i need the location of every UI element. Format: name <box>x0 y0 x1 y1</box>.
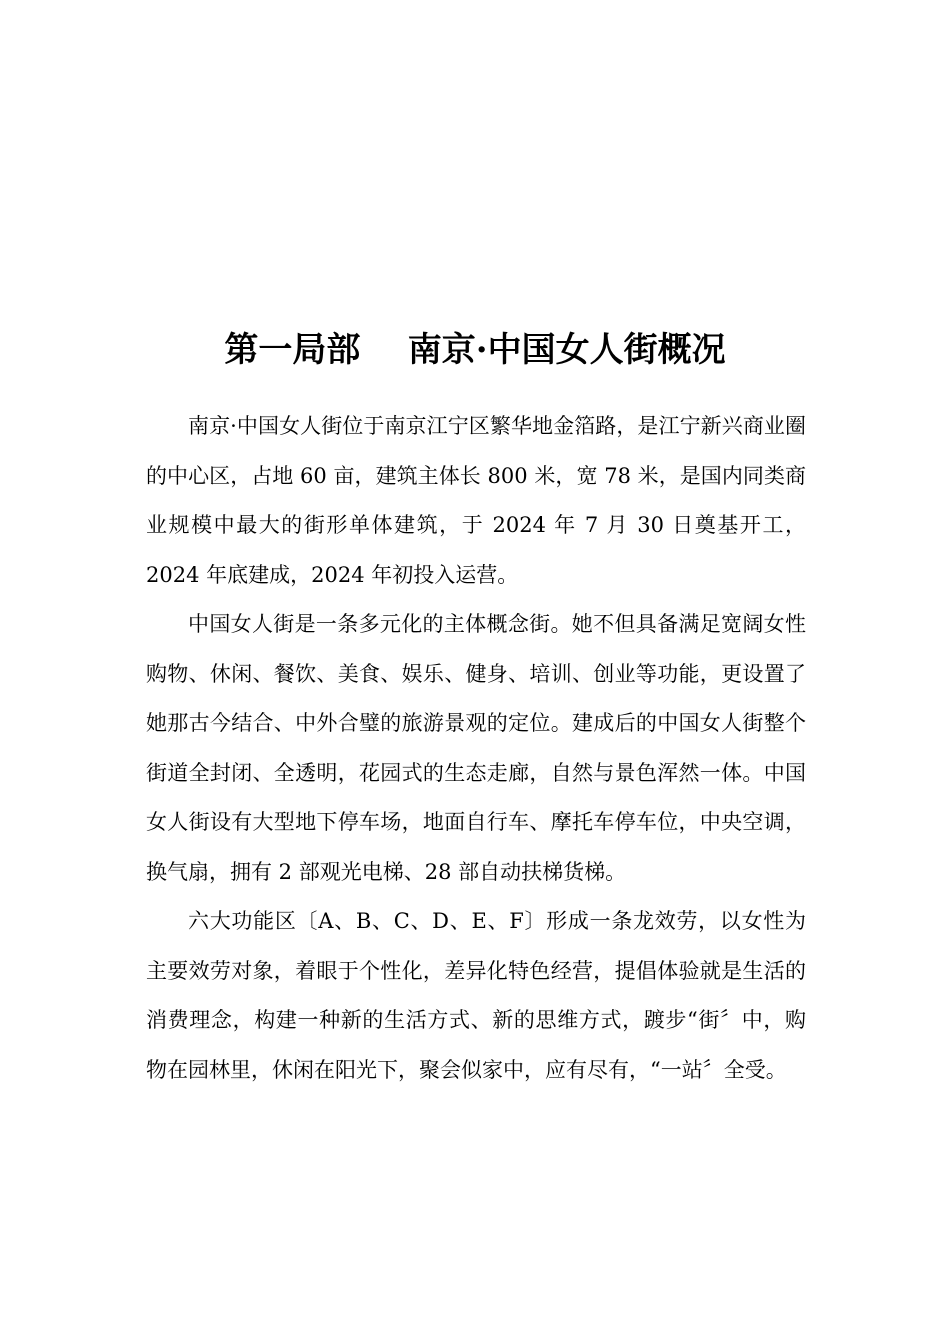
paragraph-overview: 南京·中国女人街位于南京江宁区繁华地金箔路，是江宁新兴商业圈的中心区，占地 60 亩，建筑主体长 800 米，宽 78 米，是国内同类商业规模中最大的街形单体建筑，于 2024 年 7 月 30 日奠基开工，2024 年底建成，2024 年初投入运营。 <box>146 414 806 587</box>
page-title: 第一局部 南京·中国女人街概况 <box>224 330 726 370</box>
paragraph-features: 中国女人街是一条多元化的主体概念街。她不但具备满足宽阔女性购物、休闲、餐饮、美食、娱乐、健身、培训、创业等功能，更设置了她那古今结合、中外合璧的旅游景观的定位。建成后的中国女人街整个街道全封闭、全透明，花园式的生态走廊，自然与景色浑然一体。中国女人街设有大型地下停车场，地面自行车、摩托车停车位，中央空调，换气扇，拥有 2 部观光电梯、28 部自动扶梯货梯。 <box>146 612 806 884</box>
paragraph-functional-zones: 六大功能区〔A、B、C、D、E、F〕形成一条龙效劳，以女性为主要效劳对象，着眼于个性化，差异化特色经营，提倡体验就是生活的消费理念，构建一种新的生活方式、新的思维方式，踱步“街〞中，购物在园林里，休闲在阳光下，聚会似家中，应有尽有，“一站〞全受。 <box>146 909 806 1082</box>
document-body <box>146 402 806 1095</box>
